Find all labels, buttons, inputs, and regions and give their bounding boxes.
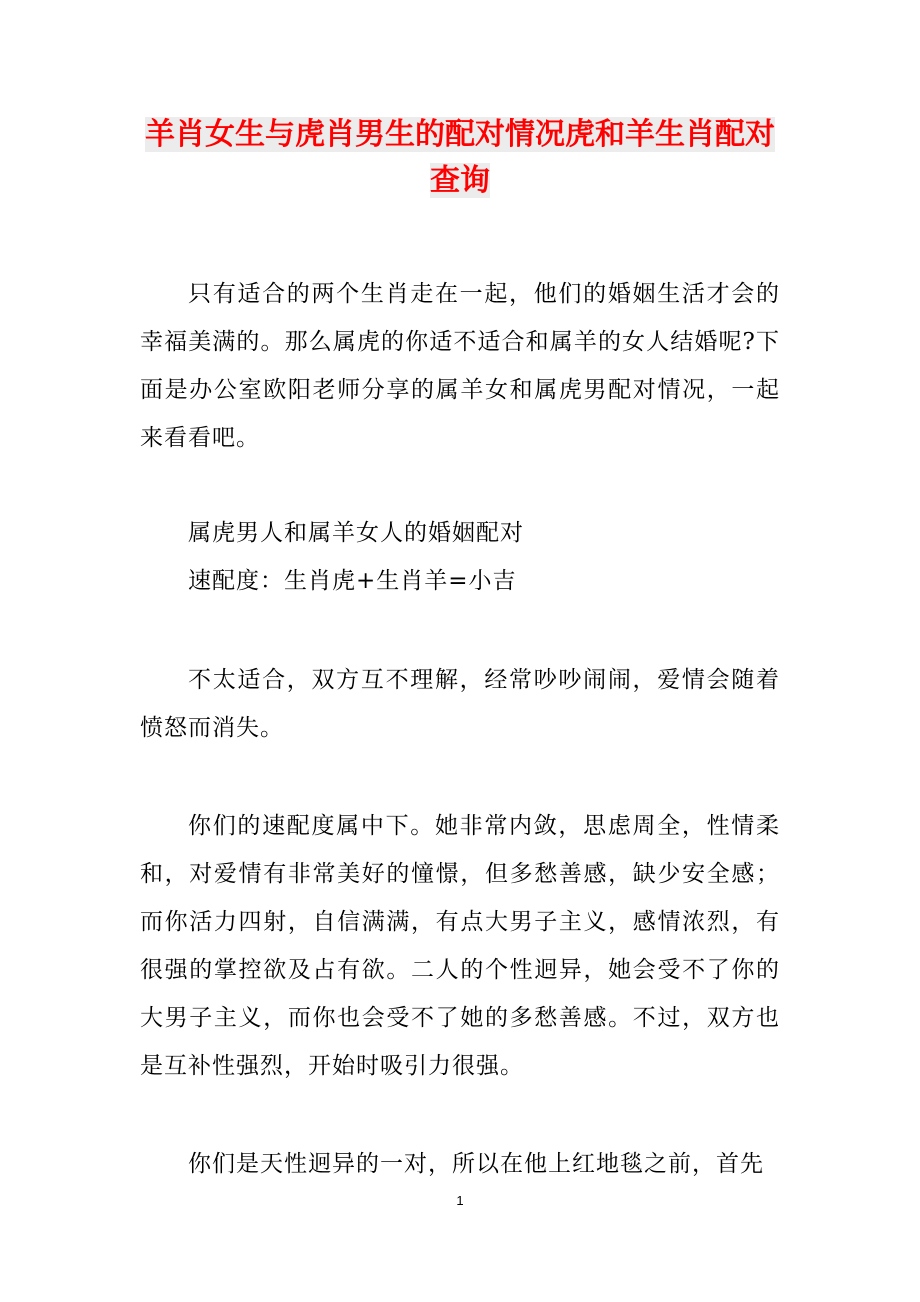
page-number: 1 [456,1193,464,1208]
section-heading: 属虎男人和属羊女人的婚姻配对 [188,520,524,546]
detail-paragraph: 你们的速配度属中下。她非常内敛，思虑周全，性情柔和，对爱情有非常美好的憧憬，但多愁善感，缺少安全感；而你活力四射，自信满满，有点大男子主义，感情浓烈，有很强的掌控欲及占有欲。二人的个性迥异，她会受不了你的大男子主义，而你也会受不了她的多愁善感。不过，双方也是互补性强烈，开始时吸引力很强。 [140,813,780,1079]
continuation-paragraph: 你们是天性迥异的一对，所以在他上红地毯之前，首先 [188,1151,764,1177]
document-title-text: 羊肖女生与虎肖男生的配对情况虎和羊生肖配对查询 [145,117,775,198]
compatibility-rating: 速配度：生肖虎+生肖羊=小吉 [188,568,517,594]
document-title [140,112,780,204]
summary-paragraph: 不太适合，双方互不理解，经常吵吵闹闹，爱情会随着愤怒而消失。 [140,667,780,741]
intro-paragraph: 只有适合的两个生肖走在一起，他们的婚姻生活才会的幸福美满的。那么属虎的你适不适合和属羊的女人结婚呢?下面是办公室欧阳老师分享的属羊女和属虎男配对情况，一起来看看吧。 [140,281,780,451]
